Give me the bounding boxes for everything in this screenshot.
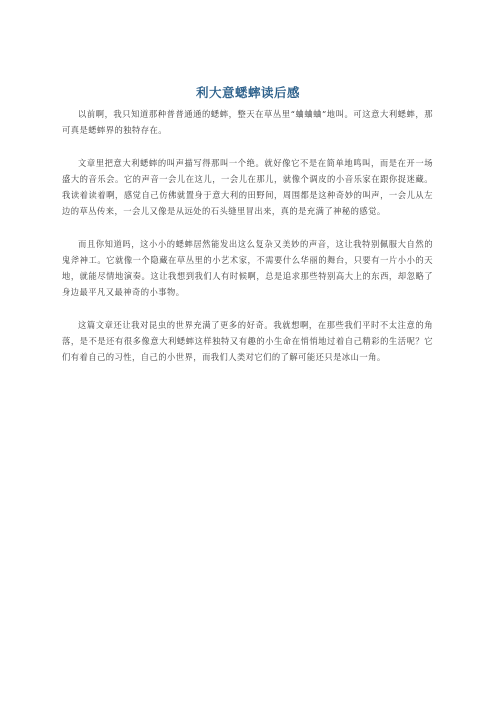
document-title: 利大意蟋蟀读后感	[195, 85, 300, 100]
paragraph-2: 文章里把意大利蟋蟀的叫声描写得那叫一个绝。就好像它不是在简单地鸣叫，而是在开一场盛大的音乐会。它的声音一会儿在这儿，一会儿在那儿，就像个调皮的小音乐家在跟你捉迷藏。我读着读着啊，感觉自己仿佛就置身于意大利的田野间，周围都是这种奇妙的叫声，一会儿从左边的草丛传来，一会儿又像是从远处的石头缝里冒出来，真的是充满了神秘的感觉。	[62, 158, 433, 216]
document-body	[62, 106, 433, 382]
paragraph-3: 而且你知道吗，这小小的蟋蟀居然能发出这么复杂又美妙的声音，这让我特别佩服大自然的鬼斧神工。它就像一个隐藏在草丛里的小艺术家，不需要什么华丽的舞台，只要有一片小小的天地，就能尽情地演奏。这让我想到我们人有时候啊，总是追求那些特别高大上的东西，却忽略了身边最平凡又最神奇的小事物。	[62, 239, 433, 297]
paragraph-1: 以前啊，我只知道那种普普通通的蟋蟀，整天在草丛里“蛐蛐蛐”地叫。可这意大利蟋蟀，那可真是蟋蟀界的独特存在。	[62, 109, 433, 135]
paragraph-4: 这篇文章还让我对昆虫的世界充满了更多的好奇。我就想啊，在那些我们平时不太注意的角落，是不是还有很多像意大利蟋蟀这样独特又有趣的小生命在悄悄地过着自己精彩的生活呢？它们有着自己的习性，自己的小世界，而我们人类对它们的了解可能还只是冰山一角。	[62, 320, 433, 362]
